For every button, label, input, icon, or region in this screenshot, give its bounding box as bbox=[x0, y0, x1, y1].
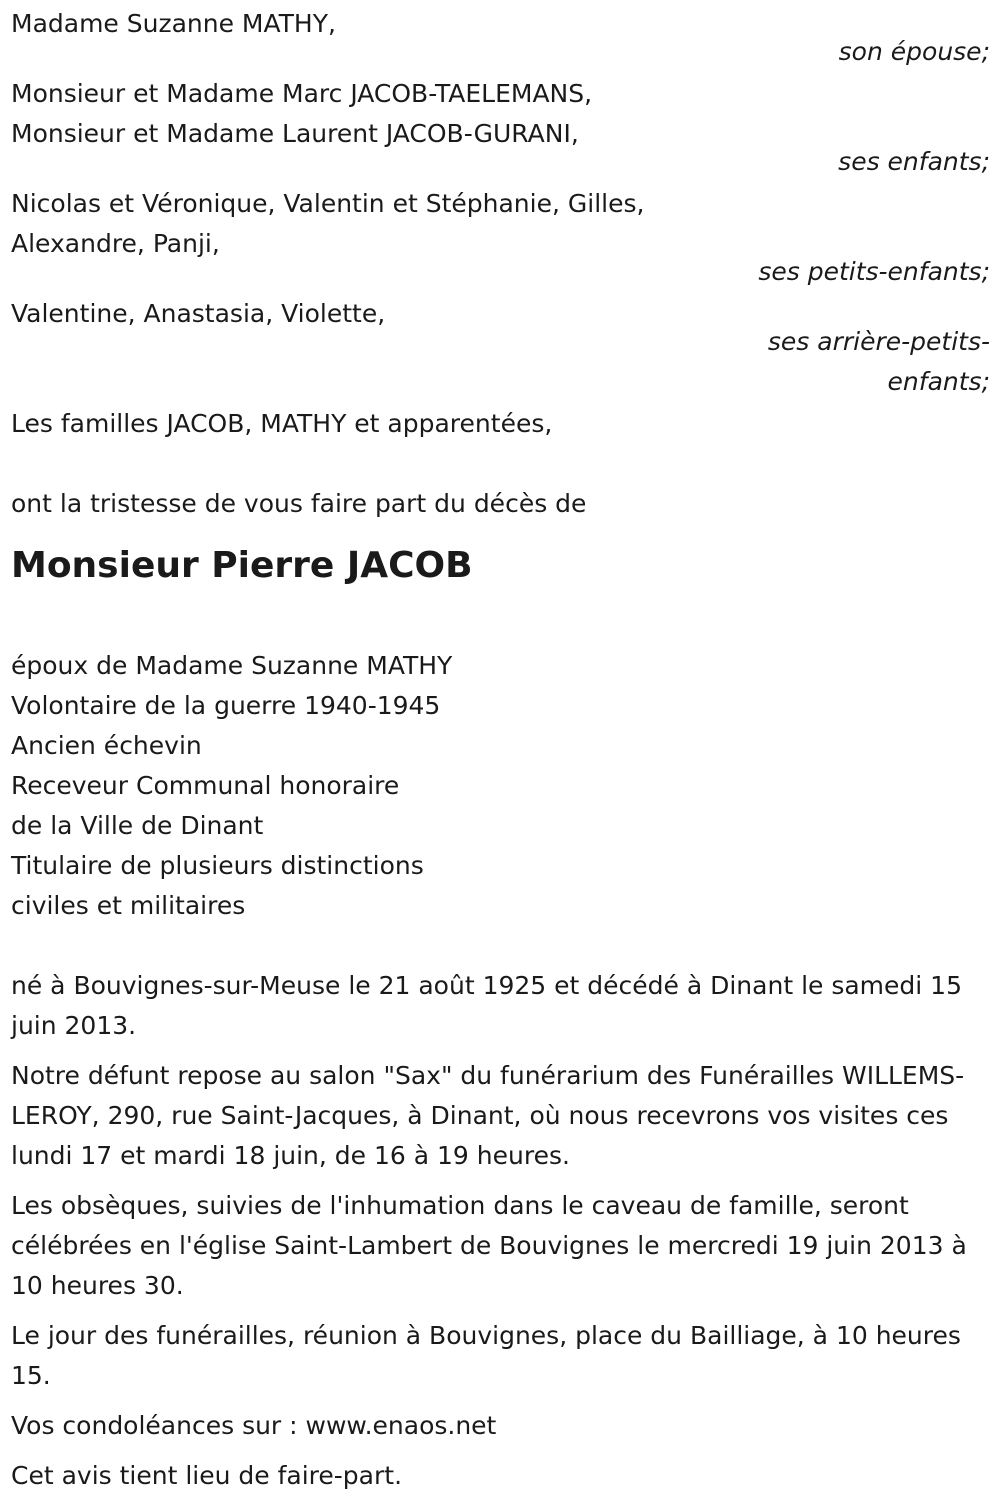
notice-paragraph: Cet avis tient lieu de faire-part. bbox=[11, 1461, 403, 1490]
family-role: son épouse; bbox=[838, 37, 990, 66]
condolences-paragraph: Vos condoléances sur : www.enaos.net bbox=[11, 1411, 497, 1440]
announcement-text: ont la tristesse de vous faire part du décès de bbox=[11, 489, 587, 518]
title-line: Volontaire de la guerre 1940-1945 bbox=[11, 691, 441, 720]
family-name-line: Alexandre, Panji, bbox=[11, 229, 220, 258]
family-group-grandchildren bbox=[11, 184, 990, 292]
family-name-line: Valentine, Anastasia, Violette, bbox=[11, 299, 386, 328]
family-name-line: Madame Suzanne MATHY, bbox=[11, 9, 336, 38]
funeral-paragraph: Les obsèques, suivies de l'inhumation dans le caveau de famille, seront célébrées en l'église Saint-Lambert de Bouvignes le mercredi 19 juin 2013 à 10 heures 30. bbox=[11, 1191, 967, 1300]
family-name-line: Monsieur et Madame Marc JACOB-TAELEMANS, bbox=[11, 79, 593, 108]
title-line: Titulaire de plusieurs distinctions bbox=[11, 851, 424, 880]
title-line: Ancien échevin bbox=[11, 731, 202, 760]
deceased-name: Monsieur Pierre JACOB bbox=[11, 545, 473, 586]
title-line: époux de Madame Suzanne MATHY bbox=[11, 651, 453, 680]
title-line: de la Ville de Dinant bbox=[11, 811, 264, 840]
title-line: Receveur Communal honoraire bbox=[11, 771, 400, 800]
family-group-great-grandchildren bbox=[11, 294, 990, 402]
family-role-line: ses arrière-petits- bbox=[767, 327, 990, 356]
titles-list bbox=[11, 646, 990, 926]
birth-death-paragraph: né à Bouvignes-sur-Meuse le 21 août 1925 et décédé à Dinant le samedi 15 juin 2013. bbox=[11, 971, 962, 1040]
family-name-line: Nicolas et Véronique, Valentin et Stéphanie, Gilles, bbox=[11, 189, 645, 218]
visitation-paragraph: Notre défunt repose au salon "Sax" du funérarium des Funérailles WILLEMS-LEROY, 290, rue Saint-Jacques, à Dinant, où nous recevrons vos visites ces lundi 17 et mardi 18 juin, de 16 à 19 heures. bbox=[11, 1061, 965, 1170]
family-group-children bbox=[11, 74, 990, 182]
family-name-line: Monsieur et Madame Laurent JACOB-GURANI, bbox=[11, 119, 579, 148]
family-role bbox=[11, 322, 990, 402]
meeting-paragraph: Le jour des funérailles, réunion à Bouvignes, place du Bailliage, à 10 heures 15. bbox=[11, 1321, 961, 1390]
title-line: civiles et militaires bbox=[11, 891, 246, 920]
family-group-spouse bbox=[11, 4, 990, 72]
families-line: Les familles JACOB, MATHY et apparentées, bbox=[11, 409, 553, 438]
family-role: ses petits-enfants; bbox=[758, 257, 990, 286]
family-role-line: enfants; bbox=[887, 367, 990, 396]
family-role: ses enfants; bbox=[838, 147, 990, 176]
